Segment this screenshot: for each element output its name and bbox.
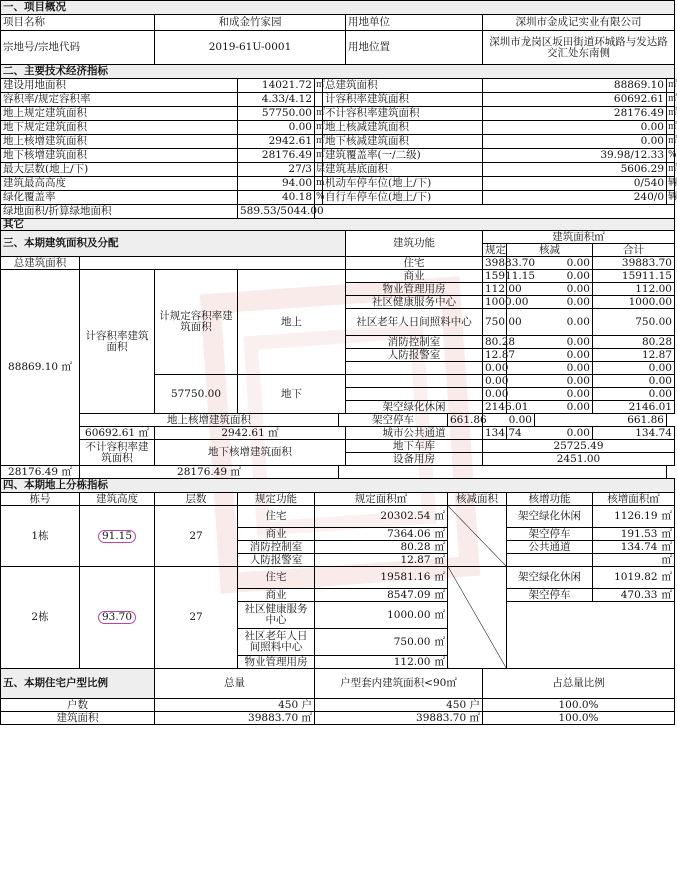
indicator-label: 总建筑面积 <box>323 79 483 93</box>
spec-area: 39883.70 <box>483 257 507 270</box>
spec-area: 1000.00 <box>483 296 507 309</box>
indicator-value: 40.18 <box>238 191 315 205</box>
unit: ㎡ <box>661 540 672 553</box>
indicator-label: 地下核减建筑面积 <box>323 135 483 149</box>
spec-function: 物业管理用房 <box>238 656 315 669</box>
less-area: 0.00 <box>507 309 593 336</box>
spec-area <box>315 554 448 567</box>
spec-area <box>315 541 448 554</box>
total-area-label: 总建筑面积 <box>1 257 80 270</box>
indicator-label: 自行车停车位(地上/下) <box>323 191 483 205</box>
unit: ㎡ <box>434 608 445 621</box>
s4-header: 层数 <box>155 493 238 506</box>
function-name: 社区健康服务中心 <box>346 296 483 309</box>
sum-area: 1000.00 <box>593 296 675 309</box>
sum-area: 134.74 <box>593 427 675 440</box>
indicator-label: 建设用地面积 <box>1 79 238 93</box>
indicator-value: 0.00 <box>483 135 667 149</box>
inc-area-value: 470.33 <box>620 588 658 601</box>
s5-area-type: 39883.70 ㎡ <box>315 712 483 725</box>
unit: ㎡ <box>434 553 445 566</box>
sum-area: 750.00 <box>593 309 675 336</box>
spec-area: 0.00 <box>483 375 507 388</box>
bjr-area-label: 不计容积率建筑面积 <box>80 440 155 466</box>
spec-area-value: 7364.06 <box>387 527 431 540</box>
spec-area: 12.87 <box>483 349 507 362</box>
function-name: 住宅 <box>346 257 483 270</box>
indicator-value: 27/3 <box>238 163 315 177</box>
indicator-unit: ㎡ <box>667 135 675 149</box>
less-area: 0.00 <box>507 283 593 296</box>
s5-area-label: 建筑面积 <box>1 712 155 725</box>
spec-area <box>315 602 448 629</box>
indicator-value: 0.00 <box>238 121 315 135</box>
less-area: 0.00 <box>483 414 535 427</box>
inc-area-value: 134.74 <box>620 540 658 553</box>
s4-header: 规定功能 <box>238 493 315 506</box>
indicator-label: 建筑覆盖率(一/二级) <box>323 149 483 163</box>
sum-area: 39883.70 <box>593 257 675 270</box>
indicator-unit: 层 <box>315 163 323 177</box>
unit: ㎡ <box>434 527 445 540</box>
spec-function: 商业 <box>238 589 315 602</box>
indicator-label: 地上核减建筑面积 <box>323 121 483 135</box>
spec-function: 住宅 <box>238 506 315 528</box>
table-row <box>1 440 675 453</box>
indicator-value: 0/540 <box>483 177 667 191</box>
indicator-value: 88869.10 <box>483 79 667 93</box>
indicator-unit: ㎡ <box>667 163 675 177</box>
jr-area-value: 60692.61 ㎡ <box>80 427 155 440</box>
indicator-label: 地下规定建筑面积 <box>1 121 238 135</box>
land-unit-value: 深圳市金成记实业有限公司 <box>483 15 675 31</box>
indicator-unit: ㎡ <box>667 107 675 121</box>
s5-households-type: 450 户 <box>315 699 483 712</box>
less-area: 0.00 <box>507 257 593 270</box>
spec-function: 住宅 <box>238 567 315 589</box>
inc-blank <box>507 602 675 669</box>
project-name-value: 和成金竹家园 <box>155 15 346 31</box>
spec-area <box>315 629 448 656</box>
total-area-value: 88869.10 ㎡ <box>1 270 80 466</box>
spec-function: 社区老年人日间照料中心 <box>238 629 315 656</box>
less-area: 0.00 <box>507 270 593 283</box>
sum-area: 0.00 <box>593 375 675 388</box>
table-row <box>1 414 675 427</box>
indicator-value: 4.33/4.12 <box>238 93 315 107</box>
table-row <box>1 93 675 107</box>
spec-area-value: 19581.16 <box>380 571 431 583</box>
s5-type-header: 户型套内建筑面积<90㎡ <box>315 669 483 699</box>
sum-area: 661.86 <box>535 414 667 427</box>
parcel-label: 宗地号/宗地代码 <box>1 31 155 65</box>
table-row <box>1 191 675 205</box>
building-floors: 27 <box>155 567 238 669</box>
spec-area <box>315 506 448 528</box>
spec-area: 0.00 <box>483 362 507 375</box>
function-name <box>346 388 483 401</box>
green-area-label: 绿地面积/折算绿地面积 <box>1 205 238 219</box>
table-row <box>1 79 675 93</box>
indicator-unit: % <box>315 191 323 205</box>
land-unit-label: 用地单位 <box>346 15 483 31</box>
dxhz-area-value: 28176.49 ㎡ <box>80 466 339 479</box>
indicator-unit: ㎡ <box>315 121 323 135</box>
spec-function: 商业 <box>238 528 315 541</box>
unit: ㎡ <box>661 588 672 601</box>
inc-function: 公共通道 <box>507 541 593 554</box>
unit: ㎡ <box>661 510 672 522</box>
indicator-value: 240/0 <box>483 191 667 205</box>
table-row <box>1 177 675 191</box>
table-row <box>1 257 675 270</box>
unit: ㎡ <box>434 635 445 648</box>
indicator-value: 28176.49 <box>238 149 315 163</box>
sum-area: 0.00 <box>593 362 675 375</box>
location-label: 用地位置 <box>346 31 483 65</box>
spec-area-value: 750.00 <box>393 635 431 648</box>
inc-function <box>507 554 593 567</box>
parcel-value: 2019-61U-0001 <box>155 31 346 65</box>
spec-area: 661.86 <box>448 414 483 427</box>
building-floors: 27 <box>155 506 238 567</box>
section-3-title: 三、本期建筑面积及分配 <box>1 231 346 257</box>
function-name: 商业 <box>346 270 483 283</box>
col-spec: 规定 <box>483 244 507 257</box>
indicator-unit: ㎡ <box>315 149 323 163</box>
inc-area-value: 1019.82 <box>614 571 658 583</box>
function-name: 人防报警室 <box>346 349 483 362</box>
table-row <box>1 270 675 283</box>
function-name: 消防控制室 <box>346 336 483 349</box>
indicator-label: 容积率/规定容积率 <box>1 93 238 107</box>
sum-area: 2146.01 <box>593 401 675 414</box>
unit: ㎡ <box>434 540 445 553</box>
inc-area <box>593 567 675 589</box>
building-name: 2栋 <box>1 567 80 669</box>
spec-area: 15911.15 <box>483 270 507 283</box>
indicator-unit: ㎡ <box>667 79 675 93</box>
s5-households-label: 户数 <box>1 699 155 712</box>
blank-cell <box>339 466 667 479</box>
spec-function: 消防控制室 <box>238 541 315 554</box>
inc-area <box>593 506 675 528</box>
function-header: 建筑功能 <box>346 231 483 257</box>
col-less: 核减 <box>507 244 593 257</box>
inc-area <box>593 589 675 602</box>
function-name: 社区老年人日间照料中心 <box>346 309 483 336</box>
indicator-unit: m <box>315 177 323 191</box>
sum-area: 12.87 <box>593 349 675 362</box>
green-area-value: 589.53/5044.00 <box>238 205 315 219</box>
building-height-cell <box>80 506 155 567</box>
below-spec-value: 57750.00 <box>155 375 238 414</box>
indicator-unit: 辆 <box>667 191 675 205</box>
function-name: 城市公共通道 <box>346 427 483 440</box>
indicator-label: 机动车停车位(地上/下) <box>323 177 483 191</box>
indicator-unit: % <box>667 149 675 163</box>
indicator-label: 地上规定建筑面积 <box>1 107 238 121</box>
less-area-blank <box>448 506 507 567</box>
above-ground-label: 地上 <box>238 270 346 375</box>
unit: ㎡ <box>434 571 445 583</box>
indicator-unit: ㎡ <box>315 135 323 149</box>
indicator-label: 绿化覆盖率 <box>1 191 238 205</box>
spec-area: 112.00 <box>483 283 507 296</box>
section-5-title: 五、本期住宅户型比例 <box>1 669 155 699</box>
spec-area <box>315 656 448 669</box>
indicator-unit: ㎡ <box>315 107 323 121</box>
building-height: 93.70 <box>98 611 136 624</box>
table-row <box>1 493 675 506</box>
s4-header: 核增面积㎡ <box>593 493 675 506</box>
spec-area-value: 8547.09 <box>387 588 431 601</box>
building-height: 91.15 <box>98 530 136 543</box>
indicator-value: 28176.49 <box>483 107 667 121</box>
function-name <box>346 362 483 375</box>
indicator-label: 地下核增建筑面积 <box>1 149 238 163</box>
s4-header: 规定面积㎡ <box>315 493 448 506</box>
function-name: 架空停车 <box>339 414 448 427</box>
unit: ㎡ <box>434 588 445 601</box>
section-2-title: 二、主要技术经济指标 <box>1 65 675 79</box>
total-area-blank <box>80 257 346 270</box>
other-label: 其它 <box>1 219 675 231</box>
inc-function: 架空停车 <box>507 589 593 602</box>
less-area: 0.00 <box>507 401 593 414</box>
indicator-unit: ㎡ <box>667 93 675 107</box>
function-name: 地下车库 <box>346 440 483 453</box>
spec-area-value: 12.87 <box>400 553 431 566</box>
s4-header: 栋号 <box>1 493 80 506</box>
s4-header: 核增功能 <box>507 493 593 506</box>
spec-area: 2451.00 <box>483 453 675 466</box>
inc-function: 架空停车 <box>507 528 593 541</box>
spec-area: 80.28 <box>483 336 507 349</box>
inc-area-value: 191.53 <box>620 527 658 540</box>
less-area-blank <box>448 567 507 669</box>
indicator-label: 地上核增建筑面积 <box>1 135 238 149</box>
indicator-label: 建筑基底面积 <box>323 163 483 177</box>
spec-area <box>315 567 448 589</box>
s5-area-ratio: 100.0% <box>483 712 675 725</box>
spec-area-value: 20302.54 <box>380 510 431 522</box>
indicator-value: 0.00 <box>483 121 667 135</box>
section-4-title: 四、本期地上分栋指标 <box>1 479 675 493</box>
spec-function: 社区健康服务中心 <box>238 602 315 629</box>
sum-area: 0.00 <box>593 388 675 401</box>
spec-area-value: 1000.00 <box>387 608 431 621</box>
indicator-label: 最大层数(地上/下) <box>1 163 238 177</box>
table-row <box>1 506 675 528</box>
bjr-area-value: 28176.49 ㎡ <box>1 466 80 479</box>
s5-area-total: 39883.70 ㎡ <box>155 712 315 725</box>
building-height-cell <box>80 567 155 669</box>
unit: ㎡ <box>434 655 445 668</box>
dxhz-area-label: 地下核增建筑面积 <box>155 440 346 466</box>
unit: ㎡ <box>434 510 445 522</box>
indicator-unit: 辆 <box>667 177 675 191</box>
table-row <box>1 567 675 589</box>
indicator-unit: ㎡ <box>667 121 675 135</box>
table-row <box>1 121 675 135</box>
table-row <box>1 149 675 163</box>
green-area-blank <box>315 205 675 219</box>
indicator-value: 39.98/12.33 <box>483 149 667 163</box>
s4-header: 核减面积 <box>448 493 507 506</box>
jr-area-label: 计容积率建筑面积 <box>80 270 155 414</box>
s5-households-total: 450 户 <box>155 699 315 712</box>
less-area: 0.00 <box>507 375 593 388</box>
less-area: 0.00 <box>507 388 593 401</box>
less-area: 0.00 <box>507 336 593 349</box>
indicator-label: 计容积率建筑面积 <box>323 93 483 107</box>
project-name-label: 项目名称 <box>1 15 155 31</box>
area-header: 建筑面积㎡ <box>483 231 675 244</box>
s5-total-header: 总量 <box>155 669 315 699</box>
unit: ㎡ <box>661 571 672 583</box>
location-value: 深圳市龙岗区坂田街道环城路与发达路交汇处东南侧 <box>483 31 675 65</box>
s4-header: 建筑高度 <box>80 493 155 506</box>
table-row <box>1 135 675 149</box>
spec-area: 0.00 <box>483 388 507 401</box>
less-area: 0.00 <box>507 427 593 440</box>
section-1-title: 一、项目概况 <box>1 1 675 15</box>
less-area: 0.00 <box>507 349 593 362</box>
function-name: 物业管理用房 <box>346 283 483 296</box>
indicator-value: 2942.61 <box>238 135 315 149</box>
indicator-label: 建筑最高高度 <box>1 177 238 191</box>
spec-area-value: 80.28 <box>400 540 431 553</box>
table-row <box>1 107 675 121</box>
spec-area: 134.74 <box>483 427 507 440</box>
spec-area-value: 112.00 <box>393 655 431 668</box>
less-area: 0.00 <box>507 362 593 375</box>
table-row <box>1 427 675 440</box>
hz-area-value: 2942.61 ㎡ <box>155 427 346 440</box>
s5-households-ratio: 100.0% <box>483 699 675 712</box>
spec-area: 750.00 <box>483 309 507 336</box>
less-area: 0.00 <box>507 296 593 309</box>
indicator-value: 57750.00 <box>238 107 315 121</box>
function-name <box>346 375 483 388</box>
indicator-label: 不计容积率建筑面积 <box>323 107 483 121</box>
unit: ㎡ <box>661 527 672 540</box>
spec-area <box>315 528 448 541</box>
s5-ratio-header: 占总量比例 <box>483 669 675 699</box>
indicator-value: 94.00 <box>238 177 315 191</box>
function-name: 设备用房 <box>346 453 483 466</box>
inc-area <box>593 554 675 567</box>
sum-area: 112.00 <box>593 283 675 296</box>
unit: ㎡ <box>661 553 672 566</box>
sum-area: 80.28 <box>593 336 675 349</box>
indicator-value: 5606.29 <box>483 163 667 177</box>
table-row <box>1 466 675 479</box>
indicator-unit: ㎡ <box>315 79 323 93</box>
function-name: 架空绿化休闲 <box>346 401 483 414</box>
sum-area: 15911.15 <box>593 270 675 283</box>
spec-area <box>315 589 448 602</box>
gd-area-label: 计规定容积率建筑面积 <box>155 270 238 375</box>
spec-function: 人防报警室 <box>238 554 315 567</box>
indicator-value: 60692.61 <box>483 93 667 107</box>
table-row <box>1 163 675 177</box>
hz-area-label: 地上核增建筑面积 <box>80 414 339 427</box>
inc-area-value: 1126.19 <box>614 510 658 522</box>
inc-function: 架空绿化休闲 <box>507 506 593 528</box>
inc-area <box>593 541 675 554</box>
below-ground-label: 地下 <box>238 375 346 414</box>
spec-area: 2146.01 <box>483 401 507 414</box>
inc-function: 架空绿化休闲 <box>507 567 593 589</box>
inc-area <box>593 528 675 541</box>
col-sum: 合计 <box>593 244 675 257</box>
building-name: 1栋 <box>1 506 80 567</box>
indicator-unit <box>315 93 323 107</box>
indicator-value: 14021.72 <box>238 79 315 93</box>
spec-area: 25725.49 <box>483 440 675 453</box>
